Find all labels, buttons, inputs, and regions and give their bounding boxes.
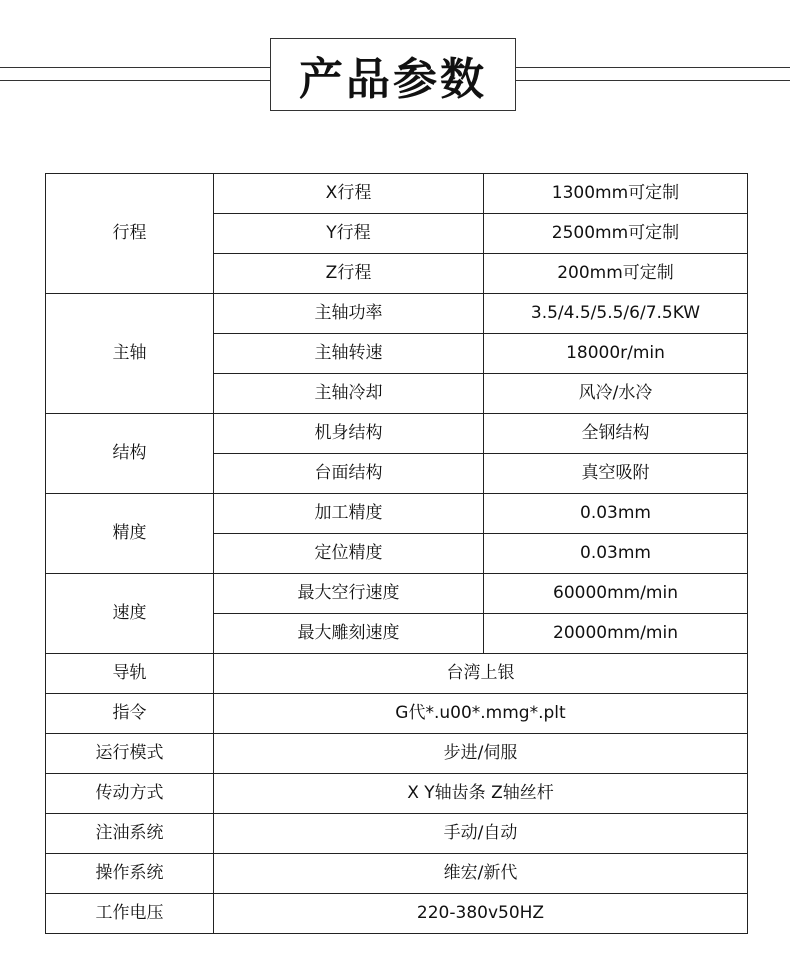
single-value: 台湾上银 [214,654,748,694]
param-name: 定位精度 [214,534,484,574]
param-value: 1300mm可定制 [484,174,748,214]
table-row [46,894,748,934]
param-name: Y行程 [214,214,484,254]
param-name: Z行程 [214,254,484,294]
single-label: 运行模式 [46,734,214,774]
table-row [46,494,748,534]
param-value: 2500mm可定制 [484,214,748,254]
single-value: 维宏/新代 [214,854,748,894]
param-value: 真空吸附 [484,454,748,494]
single-label: 工作电压 [46,894,214,934]
table-row [46,414,748,454]
param-name: 主轴功率 [214,294,484,334]
table-row [46,174,748,214]
param-value: 全钢结构 [484,414,748,454]
title-box [270,38,516,111]
single-label: 导轨 [46,654,214,694]
param-value: 0.03mm [484,494,748,534]
param-value: 60000mm/min [484,574,748,614]
param-value: 0.03mm [484,534,748,574]
single-value: 手动/自动 [214,814,748,854]
group-label: 行程 [46,174,214,294]
table-row [46,774,748,814]
table-row [46,854,748,894]
table-row [46,694,748,734]
param-value: 18000r/min [484,334,748,374]
spec-table [45,173,748,934]
single-value: G代*.u00*.mmg*.plt [214,694,748,734]
table-row [46,654,748,694]
group-label: 结构 [46,414,214,494]
group-label: 精度 [46,494,214,574]
param-name: 主轴转速 [214,334,484,374]
param-name: 最大空行速度 [214,574,484,614]
param-name: 主轴冷却 [214,374,484,414]
table-row [46,814,748,854]
param-name: X行程 [214,174,484,214]
single-value: 220-380v50HZ [214,894,748,934]
single-label: 操作系统 [46,854,214,894]
param-value: 20000mm/min [484,614,748,654]
param-name: 机身结构 [214,414,484,454]
group-label: 主轴 [46,294,214,414]
group-label: 速度 [46,574,214,654]
table-row [46,574,748,614]
single-label: 传动方式 [46,774,214,814]
param-name: 台面结构 [214,454,484,494]
table-row [46,294,748,334]
table-row [46,734,748,774]
param-value: 3.5/4.5/5.5/6/7.5KW [484,294,748,334]
param-value: 风冷/水冷 [484,374,748,414]
single-value: 步进/伺服 [214,734,748,774]
single-value: X Y轴齿条 Z轴丝杆 [214,774,748,814]
single-label: 指令 [46,694,214,734]
param-name: 加工精度 [214,494,484,534]
single-label: 注油系统 [46,814,214,854]
param-value: 200mm可定制 [484,254,748,294]
page-title: 产品参数 [299,53,487,105]
param-name: 最大雕刻速度 [214,614,484,654]
